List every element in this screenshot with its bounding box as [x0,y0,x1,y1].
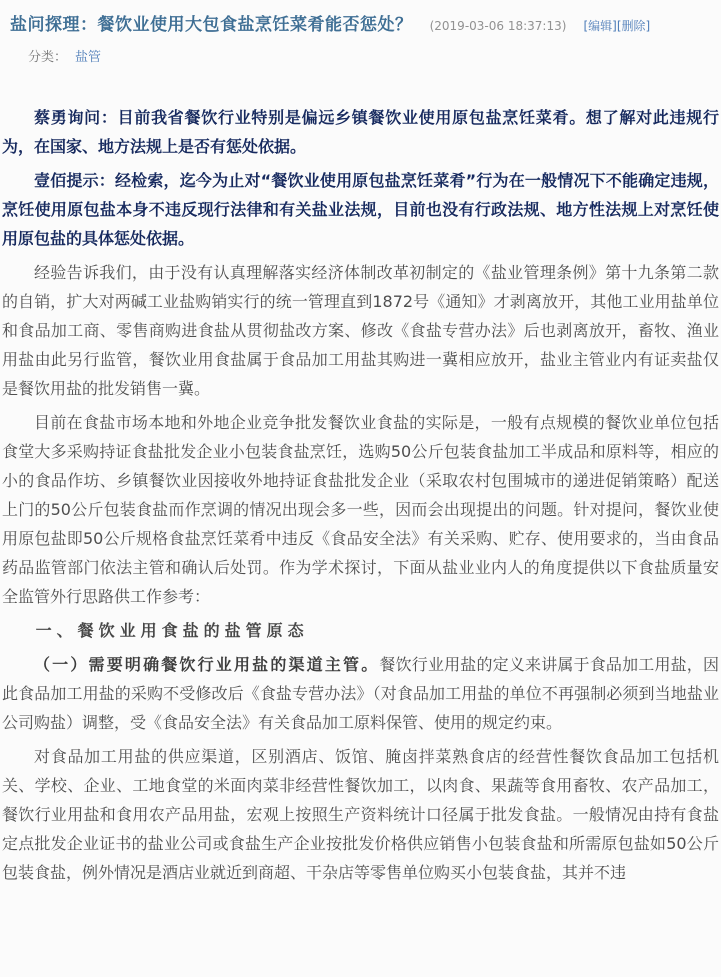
article-body [0,103,721,887]
paragraph-inquiry: 蔡勇询问：目前我省餐饮行业特别是偏远乡镇餐饮业使用原包盐烹饪菜肴。想了解对此违规行为，在国家、地方法规上是否有惩处依据。 [2,108,719,156]
delete-link[interactable]: [删除] [616,19,651,33]
category-row [0,49,721,67]
edit-link[interactable]: [编辑] [583,19,617,33]
category-link[interactable]: 盐管 [75,50,102,65]
post-actions [584,19,651,33]
category-label: 分类： [28,50,68,65]
paragraph-experience: 经验告诉我们，由于没有认真理解落实经济体制改革初制定的《盐业管理条例》第十九条第二款的自销，扩大对两碱工业盐购销实行的统一管理直到1872号《通知》才剥离放开，其他工业用盐单位和食品加工商、零售商购进食盐从贯彻盐改方案、修改《食盐专营办法》后也剥离放开，畜牧、渔业用盐由此另行监管，餐饮业用食盐属于食品加工用盐其购进一冀相应放开，盐业主管业内有证卖盐仅是餐饮用盐的批发销售一冀。 [2,263,719,398]
post-title: 盐问探理：餐饮业使用大包食盐烹饪菜肴能否惩处？ [10,15,413,35]
post-timestamp: (2019-03-06 18:37:13) [429,19,567,33]
post-header [0,0,721,35]
section-heading: 一、餐饮业用食盐的盐管原态 [35,621,309,640]
paragraph-channel [2,650,719,737]
paragraph-supply: 对食品加工用盐的供应渠道，区别酒店、饭馆、腌卤拌菜熟食店的经营性餐饮食品加工包括机关、学校、企业、工地食堂的米面肉菜非经营性餐饮加工，以肉食、果蔬等食用畜牧、农产品加工，餐饮行业用盐和食用农产品用盐，宏观上按照生产资料统计口径属于批发食盐。一般情况由持有食盐定点批发企业证书的盐业公司或食盐生产企业按批发价格供应销售小包装食盐和所需原包盐如50公斤包装食盐，例外情况是酒店业就近到商超、干杂店等零售单位购买小包装食盐，其并不违 [2,747,719,882]
paragraph-hint: 壹佰提示：经检索，迄今为止对“餐饮业使用原包盐烹饪菜肴”行为在一般情况下不能确定违规，烹饪使用原包盐本身不违反现行法律和有关盐业法规，目前也没有行政法规、地方性法规上对烹饪使用原包盐的具体惩处依据。 [2,171,719,248]
paragraph-channel-lead: （一）需要明确餐饮行业用盐的渠道主管。 [34,655,380,674]
paragraph-market: 目前在食盐市场本地和外地企业竞争批发餐饮业食盐的实际是，一般有点规模的餐饮业单位包括食堂大多采购持证食盐批发企业小包装食盐烹饪，选购50公斤包装食盐加工半成品和原料等，相应的小的食品作坊、乡镇餐饮业因接收外地持证食盐批发企业（采取农村包围城市的递进促销策略）配送上门的50公斤包装食盐而作烹调的情况出现会多一些，因而会出现提出的问题。针对提问，餐饮业使用原包盐即50公斤规格食盐烹饪菜肴中违反《食品安全法》有关采购、贮存、使用要求的，当由食品药品监管部门依法主管和确认后处罚。作为学术探讨，下面从盐业业内人的角度提供以下食盐质量安全监管外行思路供工作参考： [2,413,719,606]
paragraph-channel-body: 餐饮行业用盐的定义来讲属于食品加工用盐，因此食品加工用盐的采购不受修改后《食盐专营办法》（对食品加工用盐的单位不再强制必须到当地盐业公司购盐）调整，受《食品安全法》有关食品加工原料保管、使用的规定约束。 [2,655,719,732]
